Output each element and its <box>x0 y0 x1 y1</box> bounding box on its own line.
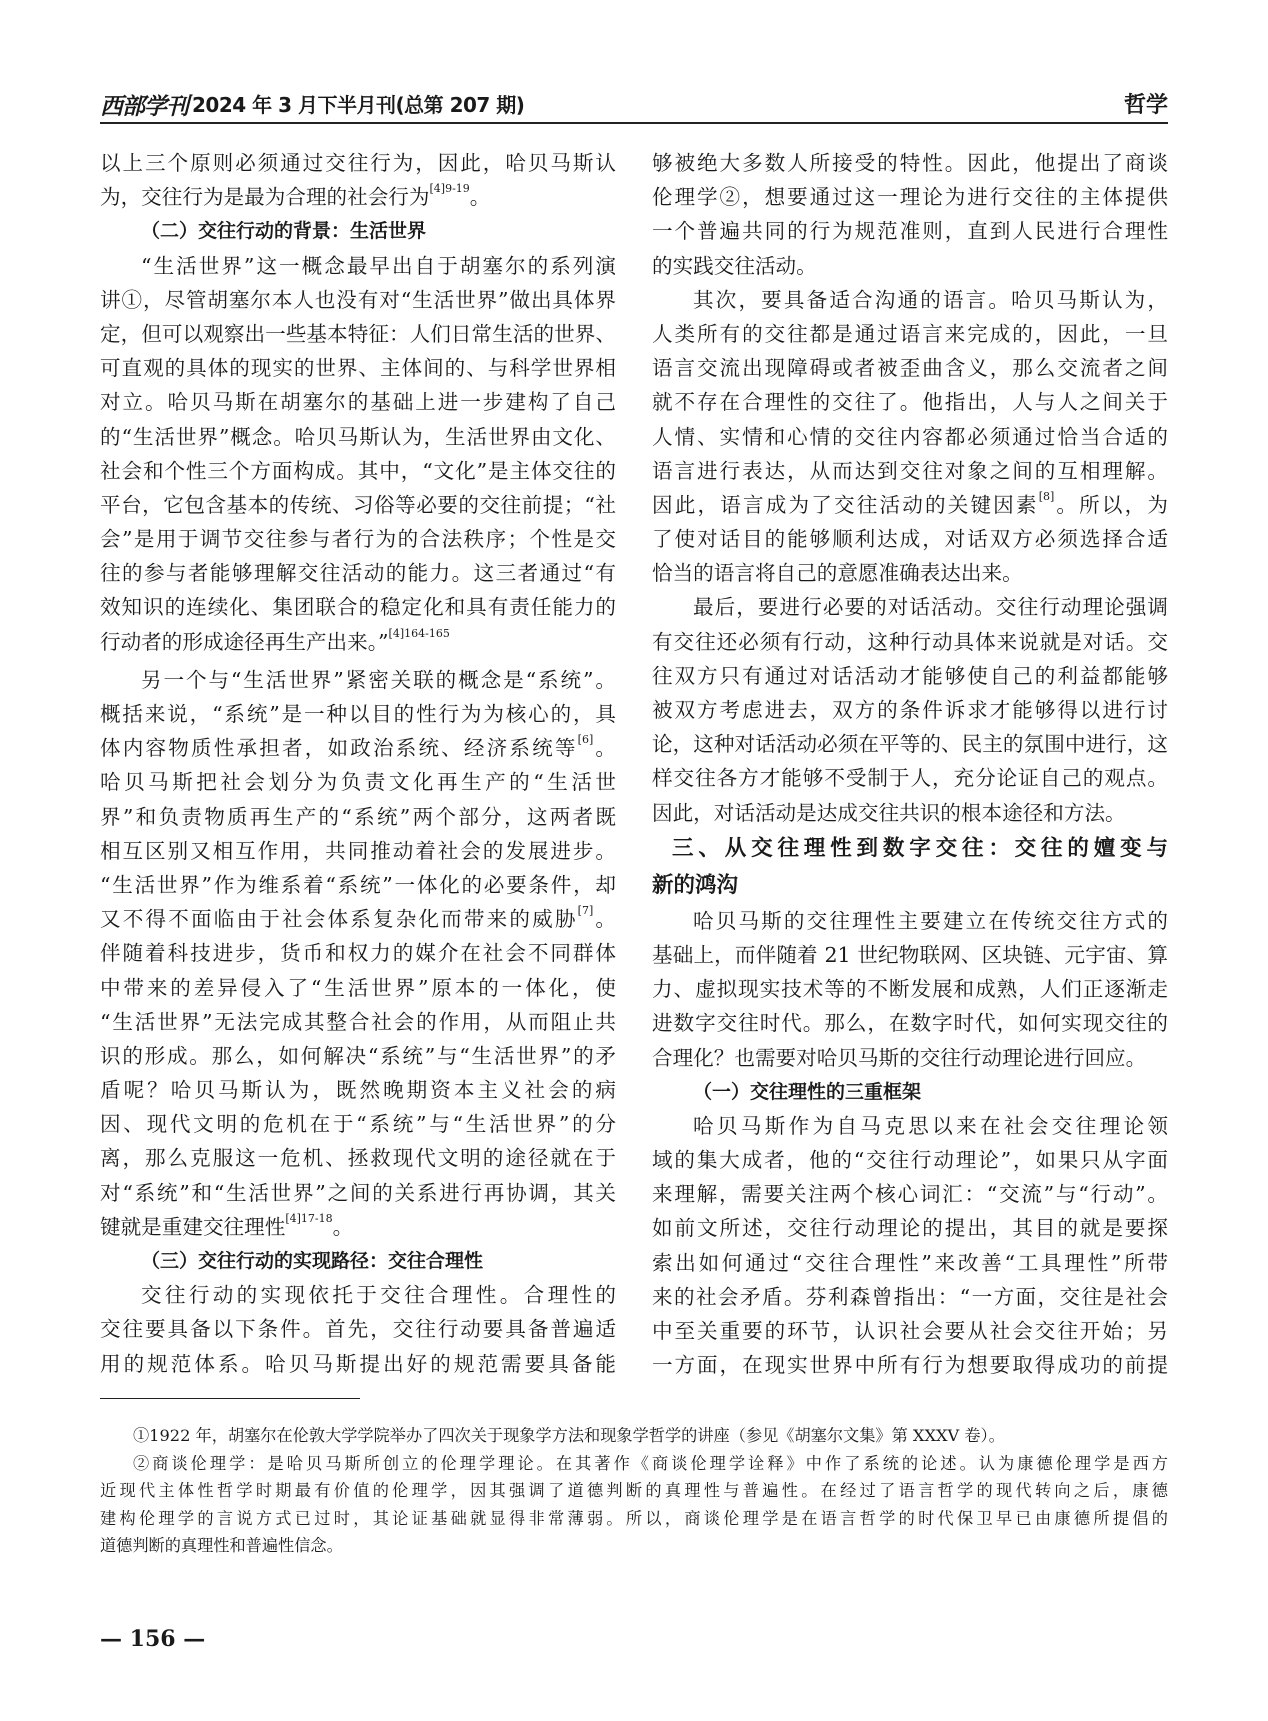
text-line: 往双方只有通过对话活动才能够使自己的利益都能够 <box>652 663 1168 688</box>
text-line: 力、虚拟现实技术等的不断发展和成熟，人们正逐渐走 <box>652 977 1168 1002</box>
citation: [4]9-19 <box>429 182 470 196</box>
text-line: 域的集大成者，他的“交往行动理论”，如果只从字面 <box>652 1148 1168 1173</box>
text-line: 进数字交往时代。那么，在数字时代，如何实现交往的 <box>652 1011 1168 1036</box>
text-line: 了使对话目的能够顺利达成，对话双方必须选择合适 <box>652 527 1168 552</box>
text-line: 合理化？也需要对哈贝马斯的交往行动理论进行回应。 <box>652 1045 1147 1070</box>
text-line: 语言交流出现障碍或者被歪曲含义，那么交流者之间 <box>652 356 1168 381</box>
subsection-heading: （一）交往理性的三重框架 <box>693 1080 922 1103</box>
text-line: 会”是用于调节交往参与者行为的合法秩序；个性是交 <box>100 527 616 552</box>
footnote-line: ①1922 年，胡塞尔在伦敦大学学院举办了四次关于现象学方法和现象学哲学的讲座（参见《胡塞尔文集》第 XXXV 卷）。 <box>133 1426 1005 1445</box>
text-line: 一方面，在现实世界中所有行为想要取得成功的前提 <box>652 1353 1168 1378</box>
text-line: 行动者的形成途径再生产出来。”$^{[4]164-165}$ <box>100 626 450 654</box>
text-line: 体内容物质性承担者，如政治系统、经济系统等[6]。 <box>100 733 616 761</box>
footnote-rule <box>100 1398 360 1399</box>
text-line: 样交往各方才能够不受制于人，充分论证自己的观点。 <box>652 766 1168 791</box>
text-line: “生活世界”作为维系着“系统”一体化的必要条件，却 <box>100 872 616 897</box>
text-line: 因、现代文明的危机在于“系统”与“生活世界”的分 <box>100 1112 616 1137</box>
citation: [7] <box>577 904 594 918</box>
right-column <box>652 146 1168 1382</box>
text-line: 识的形成。那么，如何解决“系统”与“生活世界”的矛 <box>100 1043 616 1068</box>
text-line: 最后，要进行必要的对话活动。交往行动理论强调 <box>693 595 1168 620</box>
text-line: 讲①，尽管胡塞尔本人也没有对“生活世界”做出具体界 <box>100 287 616 312</box>
text-line: 基础上，而伴随着 21 世纪物联网、区块链、元宇宙、算 <box>652 942 1168 967</box>
text-line: 论，这种对话活动必须在平等的、民主的氛围中进行，这 <box>652 732 1168 757</box>
text-line: 键就是重建交往理性$^{[4]17-18}$。 <box>100 1211 354 1239</box>
text-line: 中带来的差异侵入了“生活世界”原本的一体化，使 <box>100 975 616 1000</box>
text-line: “生活世界”这一概念最早出自于胡塞尔的系列演 <box>141 253 616 278</box>
citation: [6] <box>577 733 594 747</box>
text-line: 交往要具备以下条件。首先，交往行动要具备普遍适 <box>100 1317 616 1342</box>
text-line: 的“生活世界”概念。哈贝马斯认为，生活世界由文化、 <box>100 424 616 449</box>
footnote-line: 近现代主体性哲学时期最有价值的伦理学，因其强调了道德判断的真理性与普遍性。在经过了语言哲学的现代转向之后，康德 <box>100 1481 1168 1500</box>
subsection-heading: （三）交往行动的实现路径：交往合理性 <box>141 1250 484 1272</box>
text-line: 被双方考虑进去，双方的条件诉求才能够得以进行讨 <box>652 698 1168 722</box>
text-line: 另一个与“生活世界”紧密关联的概念是“系统”。 <box>141 667 616 692</box>
text-line: 往的参与者能够理解交往活动的能力。这三者通过“有 <box>100 561 616 586</box>
text-line: 以上三个原则必须通过交往行为，因此，哈贝马斯认 <box>100 151 616 175</box>
text-line: 够被绝大多数人所接受的特性。因此，他提出了商谈 <box>652 151 1168 175</box>
section-tag: 哲学 <box>1123 93 1168 118</box>
section-heading: 三、从交往理性到数字交往：交往的嬗变与 <box>672 835 1168 861</box>
text-line: 对“系统”和“生活世界”之间的关系进行再协调，其关 <box>100 1180 616 1205</box>
text-line: 人情、实情和心情的交往内容都必须通过恰当合适的 <box>652 424 1168 449</box>
text-line: 又不得不面临由于社会体系复杂化而带来的威胁[7]。 <box>100 904 616 932</box>
text-line: 概括来说，“系统”是一种以目的性行为为核心的，具 <box>100 702 616 726</box>
text-line: 交往行动的实现依托于交往合理性。合理性的 <box>141 1283 616 1308</box>
text-line: 伦理学②，想要通过这一理论为进行交往的主体提供 <box>652 185 1168 210</box>
text-line: 因此，对话活动是达成交往共识的根本途径和方法。 <box>652 800 1126 825</box>
issue-info: 2024 年 3 月下半月刊(总第 207 期) <box>192 93 525 117</box>
text-line: 有交往还必须有行动，这种行动具体来说就是对话。交 <box>652 629 1168 654</box>
text-line: 恰当的语言将自己的意愿准确表达出来。 <box>652 561 1023 586</box>
text-line: 对立。哈贝马斯在胡塞尔的基础上进一步建构了自己 <box>100 390 616 415</box>
text-line: 来理解，需要关注两个核心词汇：“交流”与“行动”。 <box>652 1182 1168 1207</box>
text-line: 哈贝马斯的交往理性主要建立在传统交往方式的 <box>693 908 1168 933</box>
section-heading-cont: 新的鸿沟 <box>652 872 739 898</box>
text-line: 哈贝马斯把社会划分为负责文化再生产的“生活世 <box>100 770 616 795</box>
text-line: 平台，它包含基本的传统、习俗等必要的交往前提；“社 <box>100 492 616 517</box>
text-line: 索出如何通过“交往合理性”来改善“工具理性”所带 <box>652 1250 1168 1275</box>
text-line: 如前文所述，交往行动理论的提出，其目的就是要探 <box>652 1216 1168 1241</box>
text-line: 用的规范体系。哈贝马斯提出好的规范需要具备能 <box>100 1351 616 1376</box>
footnote-line: 建构伦理学的言说方式已过时，其论证基础就显得非常薄弱。所以，商谈伦理学是在语言哲学的时代保卫早已由康德所提倡的 <box>100 1508 1168 1528</box>
text-line: 界”和负责物质再生产的“系统”两个部分，这两者既 <box>100 804 616 829</box>
text-line: 相互区别又相互作用，共同推动着社会的发展进步。 <box>100 838 616 863</box>
text-line: 因此，语言成为了交往活动的关键因素[8]。所以，为 <box>652 489 1168 517</box>
journal-logo: 西部学刊 <box>100 93 188 120</box>
text-line: 来的社会矛盾。芬利森曾指出：“一方面，交往是社会 <box>652 1284 1168 1309</box>
citation: [4]164-165 <box>388 626 450 640</box>
text-line: 定，但可以观察出一些基本特征：人们日常生活的世界、 <box>100 321 616 346</box>
text-line: 离，那么克服这一危机、拯救现代文明的途径就在于 <box>100 1146 616 1171</box>
text-line: 效知识的连续化、集团联合的稳定化和具有责任能力的 <box>100 595 616 620</box>
text-line: 社会和个性三个方面构成。其中，“文化”是主体交往的 <box>100 458 616 483</box>
left-column <box>100 146 616 1381</box>
citation: [4]17-18 <box>285 1211 333 1225</box>
citation: [8] <box>1038 489 1055 503</box>
footnote-line: ②商谈伦理学：是哈贝马斯所创立的伦理学理论。在其著作《商谈伦理学诠释》中作了系统的论述。认为康德伦理学是西方 <box>133 1453 1168 1473</box>
subsection-heading: （二）交往行动的背景：生活世界 <box>141 220 427 243</box>
text-line: “生活世界”无法完成其整合社会的作用，从而阻止共 <box>100 1009 616 1034</box>
running-header <box>100 86 1168 124</box>
text-line: 语言进行表达，从而达到交往对象之间的互相理解。 <box>652 458 1168 483</box>
text-line: 的实践交往活动。 <box>652 253 817 278</box>
footnote-line: 道德判断的真理性和普遍性信念。 <box>100 1536 343 1555</box>
text-line: 一个普遍共同的行为规范准则，直到人民进行合理性 <box>652 219 1168 244</box>
text-line: 哈贝马斯作为自马克思以来在社会交往理论领 <box>693 1113 1168 1138</box>
text-line: 人类所有的交往都是通过语言来完成的，因此，一旦 <box>652 321 1168 346</box>
page-number: — 156 — <box>100 1626 206 1652</box>
text-line: 可直观的具体的现实的世界、主体间的、与科学世界相 <box>100 356 616 381</box>
text-line: 盾呢？哈贝马斯认为，既然晚期资本主义社会的病 <box>100 1078 616 1103</box>
text-line: 其次，要具备适合沟通的语言。哈贝马斯认为， <box>693 287 1168 312</box>
text-line: 伴随着科技进步，货币和权力的媒介在社会不同群体 <box>100 941 616 966</box>
text-line: 中至关重要的环节，认识社会要从社会交往开始；另 <box>652 1319 1168 1343</box>
footnotes <box>100 1422 1168 1560</box>
text-line: 为，交往行为是最为合理的社会行为$^{[4]9-19}$。 <box>100 182 491 210</box>
text-line: 就不存在合理性的交往了。他指出，人与人之间关于 <box>652 390 1168 415</box>
